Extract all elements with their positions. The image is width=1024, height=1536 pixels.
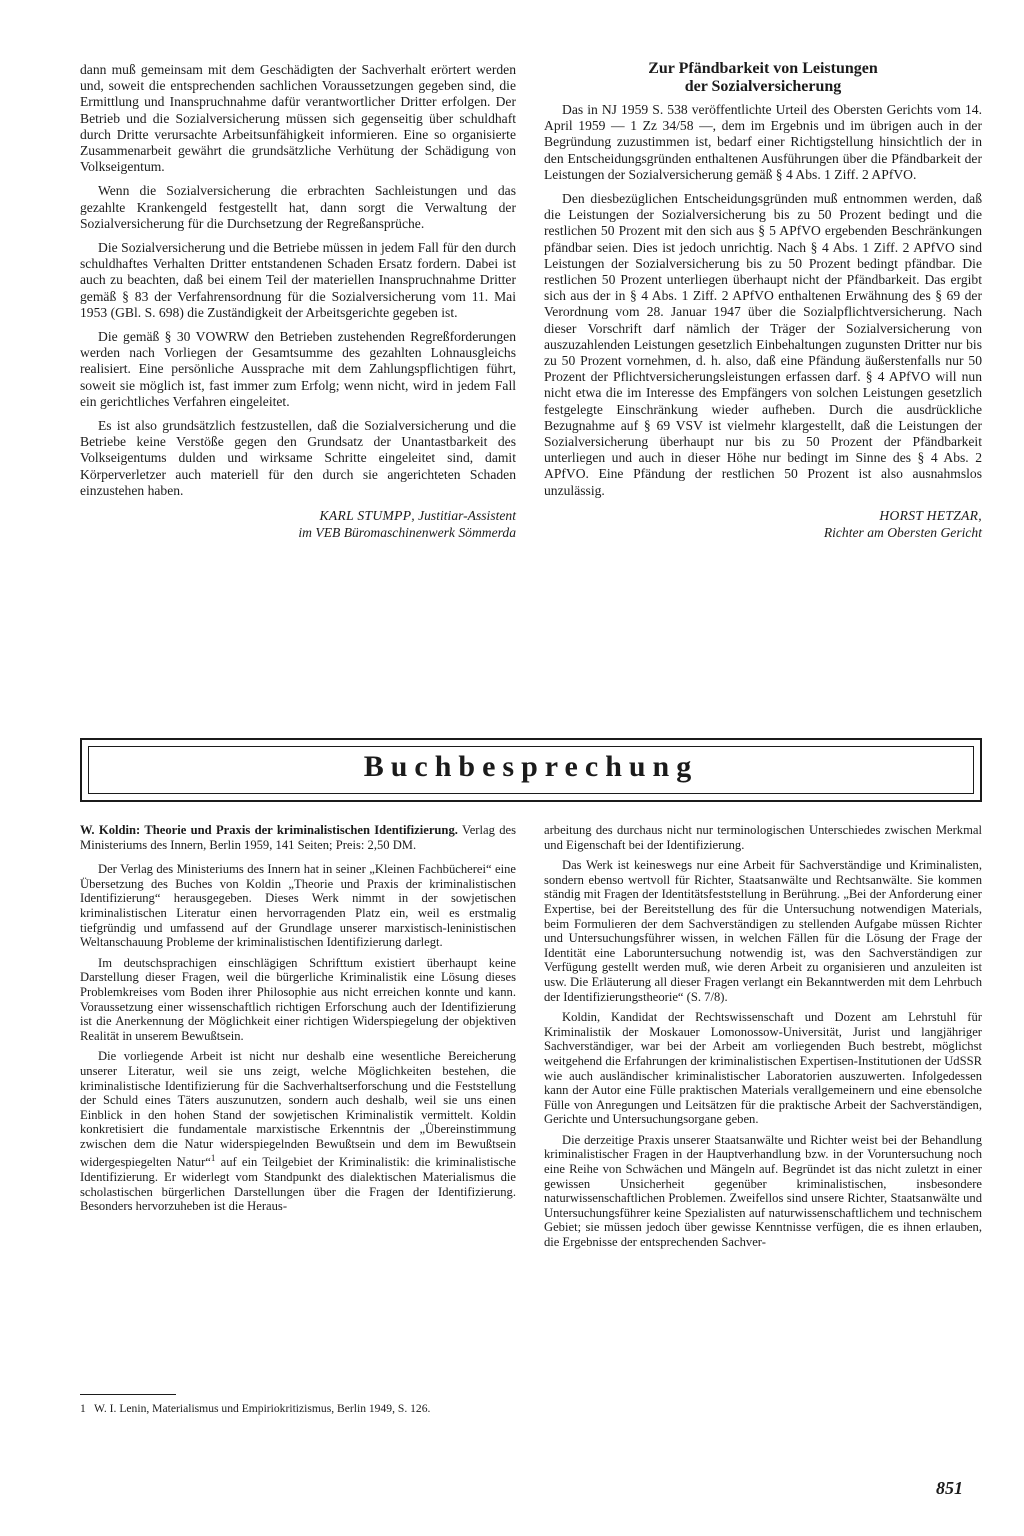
review-paragraph-text: Die vorliegende Arbeit ist nicht nur deshalb eine wesentliche Bereicherung unserer Literatur, weil sie uns zeigt, welche Möglichkeiten bestehen, die kriminalistische Identifizierung für die Sachverhaltserforschung und die Feststellung der Schuld eines Täters auszunutzen, sondern auch deshalb, weil sie uns einen Einblick in den hohen Stand der sowjetischen Kriminalistik vermittelt. Koldin konkretisiert die fundamentale marxistische Erkenntnis der „Übereinstimmung zwischen dem die Natur widerspiegelnden Bewußtsein und dem im Bewußtsein widergespiegelten Natur“ <box>80 1049 516 1170</box>
left-article-paragraph: Die Sozialversicherung und die Betriebe müssen in jedem Fall für den durch schuldhaftes Verhalten Dritter entstandenen Schaden Ersatz fordern. Dabei ist auch zu beachten, daß bei einem Teil der materiellen Inanspruchnahme Dritter gemäß § 83 der Verfahrensordnung für die Sozialversicherung vom 11. Mai 1953 (GBl. S. 698) die Zuständigkeit der Arbeitsgerichte gegeben ist. <box>80 240 516 320</box>
left-article <box>80 62 516 541</box>
signature-role: Richter am Obersten Gericht <box>823 524 982 540</box>
right-article-title <box>544 60 982 96</box>
review-paragraph <box>80 1049 516 1214</box>
review-heading-title: W. Koldin: Theorie und Praxis der kriminalistischen Identifizierung. <box>80 823 458 837</box>
review-paragraph: Koldin, Kandidat der Rechtswissenschaft und Dozent am Lehrstuhl für Kriminalistik der Moskauer Lomonossow-Universität, Jurist und langjähriger Sachverständiger, war bei der Arbeit am vorliegenden Buch bestrebt, möglichst weitgehend die Erfahrungen der kriminalistischen Expertisen-Institutionen der UdSSR wie auch ausländischer kriminalistischer Laboratorien auszuwerten. Infolgedessen kann der Autor eine Fülle praktischen Materials verallgemeinern und eine ebensolche Fülle von Anregungen und Leitsätzen für die praktische Arbeit der Sachverständigen, Gerichte und Untersuchungsorgane geben. <box>544 1010 982 1127</box>
right-article-title-line: der Sozialversicherung <box>684 78 842 95</box>
review-paragraph: Im deutschsprachigen einschlägigen Schrifttum existiert überhaupt keine Darstellung dieser Fragen, weil die bürgerliche Kriminalistik eine Lösung dieses Problemkreises vom Boden ihrer Philosophie aus nicht erreichen konnte und kann. Voraussetzung einer wissenschaftlich richtigen Erforschung auch der Identifizierung ist die Anerkennung der Möglichkeit einer richtigen Widerspiegelung der objektiven Realität in unserem Bewußtsein. <box>80 955 516 1043</box>
review-left-column <box>80 823 516 1220</box>
signature-name: KARL STUMPP <box>319 508 412 524</box>
footnote <box>80 1402 516 1416</box>
section-title: Buchbesprechung <box>363 750 699 783</box>
review-paragraph: Die derzeitige Praxis unserer Staatsanwälte und Richter weist bei der Behandlung kriminalistischer Fragen in der Hauptverhandlung bzw. in der Voruntersuchung noch eine Reihe von Schwächen und Mängeln auf. Begründet ist das nicht zuletzt in einer gewissen Unsicherheit gegenüber kriminalistischen, insbesondere naturwissenschaftlichen Problemen. Zweifellos sind unsere Richter, Staatsanwälte und Untersuchungsführer keine Spezialisten auf naturwissenschaftlichem und technischem Gebiet; sie müssen jedoch über gewisse Kenntnisse verfügen, die es ihnen erlauben, die Ergebnisse der entsprechenden Sachver- <box>544 1132 982 1250</box>
left-article-paragraph: Die gemäß § 30 VOWRW den Betrieben zustehenden Regreßforderungen werden nach Vorliegen der Gesamtsumme des gezahlten Lohnausgleichs realisiert. Eine persönliche Aussprache mit dem Zahlungspflichtigen führt, soweit sie möglich ist, fast immer zum Erfolg; wenn nicht, wird in jedem Fall ein gerichtliches Verfahren eingeleitet. <box>80 329 516 409</box>
left-article-paragraph: Es ist also grundsätzlich festzustellen, daß die Sozialversicherung und die Betriebe keine Verstöße gegen den Grundsatz der Unantastbarkeit des Volkseigentums dulden und wirksame Schritte eingeleitet sind, damit Körperverletzer auch materiell für den durch sie angerichteten Schaden einzustehen haben. <box>80 418 516 498</box>
review-heading <box>80 823 516 852</box>
signature-organization: im VEB Büromaschinenwerk Sömmerda <box>298 525 516 541</box>
signature-role: , Justitiar-Assistent <box>411 508 516 524</box>
review-paragraph-text: auf ein Teilgebiet der Kriminalistik: die kriminalistische Identifizierung. Er widerlegt vom Standpunkt des dialektischen Materialismus die scholastischen bürgerlichen Darstellungen über die Fragen der Identifizierung. Besonders hervorzuheben ist die Heraus- <box>80 1155 516 1214</box>
left-article-paragraph: dann muß gemeinsam mit dem Geschädigten der Sachverhalt erörtert werden und, soweit die entsprechenden sachlichen Voraussetzungen gegeben sind, die Ermittlung und Inanspruchnahme dafür verantwortlicher Dritter erfolgen. Der Betrieb und die Sozialversicherung müssen sich gegenseitig über schuldhaft durch Dritte verursachte Arbeitsunfähigkeit informieren. Eine so organisierte Zusammenarbeit gewährt die grundsätzliche Verhütung der Schädigung von Volkseigentum. <box>80 62 516 175</box>
footnote-reference: 1 <box>210 1153 216 1164</box>
footnote-text: W. I. Lenin, Materialismus und Empiriokritizismus, Berlin 1949, S. 126. <box>94 1402 431 1415</box>
section-banner <box>80 738 982 802</box>
page-number: 851 <box>936 1478 963 1498</box>
right-article-signature <box>544 507 982 541</box>
right-article-paragraph: Das in NJ 1959 S. 538 veröffentlichte Urteil des Obersten Gerichts vom 14. April 1959 — 1 Zz 34/58 —, dem im Ergebnis und im übrigen auch in der Begründung zuzustimmen ist, bedarf einer Richtigstellung hinsichtlich der in den Entscheidungsgründen enthaltenen Ausführungen über die Pfändbarkeit der Leistungen der Sozialversicherung gemäß § 4 Abs. 1 Ziff. 2 APfVO. <box>544 102 982 182</box>
left-article-paragraph: Wenn die Sozialversicherung die erbrachten Sachleistungen und das gezahlte Krankengeld festgestellt hat, dann sorgt die Verwaltung der Sozialversicherung für die Durchsetzung der Regreßansprüche. <box>80 183 516 231</box>
right-article <box>544 60 982 541</box>
review-paragraph: Das Werk ist keineswegs nur eine Arbeit für Sachverständige und Kriminalisten, sondern ebenso wertvoll für Richter, Staatsanwälte und Rechtsanwälte. Sie kommen ständig mit Fragen der Identitätsfeststellung in Berührung. „Bei der Anforderung einer Expertise, bei der Bereitstellung des für die Untersuchung notwendigen Materials, beim Formulieren der dem Sachverständigen zu stellenden Aufgabe müssen Richter und Untersuchungsführer wissen, in welchen Fällen für die Lösung der Frage der Identität eine Laboruntersuchung notwendig ist, was den Sachverständigen zur Verfügung gestellt werden muß, wie deren Arbeit zu organisieren und anzuleiten ist usw. Die Erläuterung all dieser Fragen verlangt ein Bekanntwerden mit dem Lehrbuch der Identifizierungstheorie“ (S. 7/8). <box>544 858 982 1004</box>
review-paragraph: Der Verlag des Ministeriums des Innern hat in seiner „Kleinen Fachbücherei“ eine Übersetzung des Buches von Koldin „Theorie und Praxis der kriminalistischen Identifizierung“ herausgegeben. Dieses Werk nimmt in der sowjetischen kriminalistischen Literatur einen hervorragenden Platz ein, weil es erstmalig tiefgründig und umfassend auf der Grundlage unserer marxistisch-leninistischen Weltanschauung Probleme der kriminalistischen Identifizierung darlegt. <box>80 862 516 950</box>
footnote-divider <box>80 1394 176 1395</box>
review-paragraph: arbeitung des durchaus nicht nur terminologischen Unterschiedes zwischen Merkmal und Eigenschaft bei der Identifizierung. <box>544 823 982 852</box>
review-heading-details: Verlag des Ministeriums des Innern, Berlin 1959, 141 Seiten; Preis: 2,50 DM. <box>80 823 516 852</box>
right-article-title-line: Zur Pfändbarkeit von Leistungen <box>648 60 878 77</box>
left-article-signature <box>80 507 516 541</box>
review-right-column <box>544 823 982 1256</box>
right-article-paragraph: Den diesbezüglichen Entscheidungsgründen muß entnommen werden, daß die Leistungen der Sozialversicherung bis zu 50 Prozent bedingt und die restlichen 50 Prozent mit den sich aus § 5 APfVO ergebenden Beschränkungen pfändbar seien. Dies ist jedoch unrichtig. Nach § 4 Abs. 1 Ziff. 2 APfVO sind Leistungen der Sozialversicherung bis zu 50 Prozent bedingt pfändbar. Die restlichen 50 Prozent unterliegen überhaupt nicht der Pfändbarkeit. Das ergibt sich aus der in § 4 Abs. 1 Ziff. 2 APfVO enthaltenen Erwähnung des § 69 der Verordnung vom 28. Januar 1947 über die Sozialpflichtversicherung. Nach dieser Vorschrift darf nämlich der Träger der Sozialversicherung von auszuzahlenden Leistungen gesetzlich Einbehaltungen zugunsten Dritter nur bis zu 50 Prozent vornehmen, d. h. also, daß eine Pfändung äußerstenfalls nur 50 Prozent der Pflichtversicherungsleistungen erfassen darf. § 4 APfVO will nun nicht etwa die im Interesse des Empfängers von solchen Leistungen gesetzlich festgelegte Einschränkung wieder aufheben. Durch die ausdrückliche Bezugnahme auf § 69 VSV ist vielmehr klargestellt, daß die Leistungen der Sozialversicherung überhaupt nur bis zu 50 Prozent der Pfändbarkeit unterliegen und auch in dieser Höhe nur bedingt im Sinne des § 4 Abs. 2 APfVO. Eine Pfändung der restlichen 50 Prozent ist also ausnahmslos unzulässig. <box>544 191 982 498</box>
signature-name: HORST HETZAR, <box>879 507 982 523</box>
footnote-label: 1 <box>80 1402 86 1415</box>
